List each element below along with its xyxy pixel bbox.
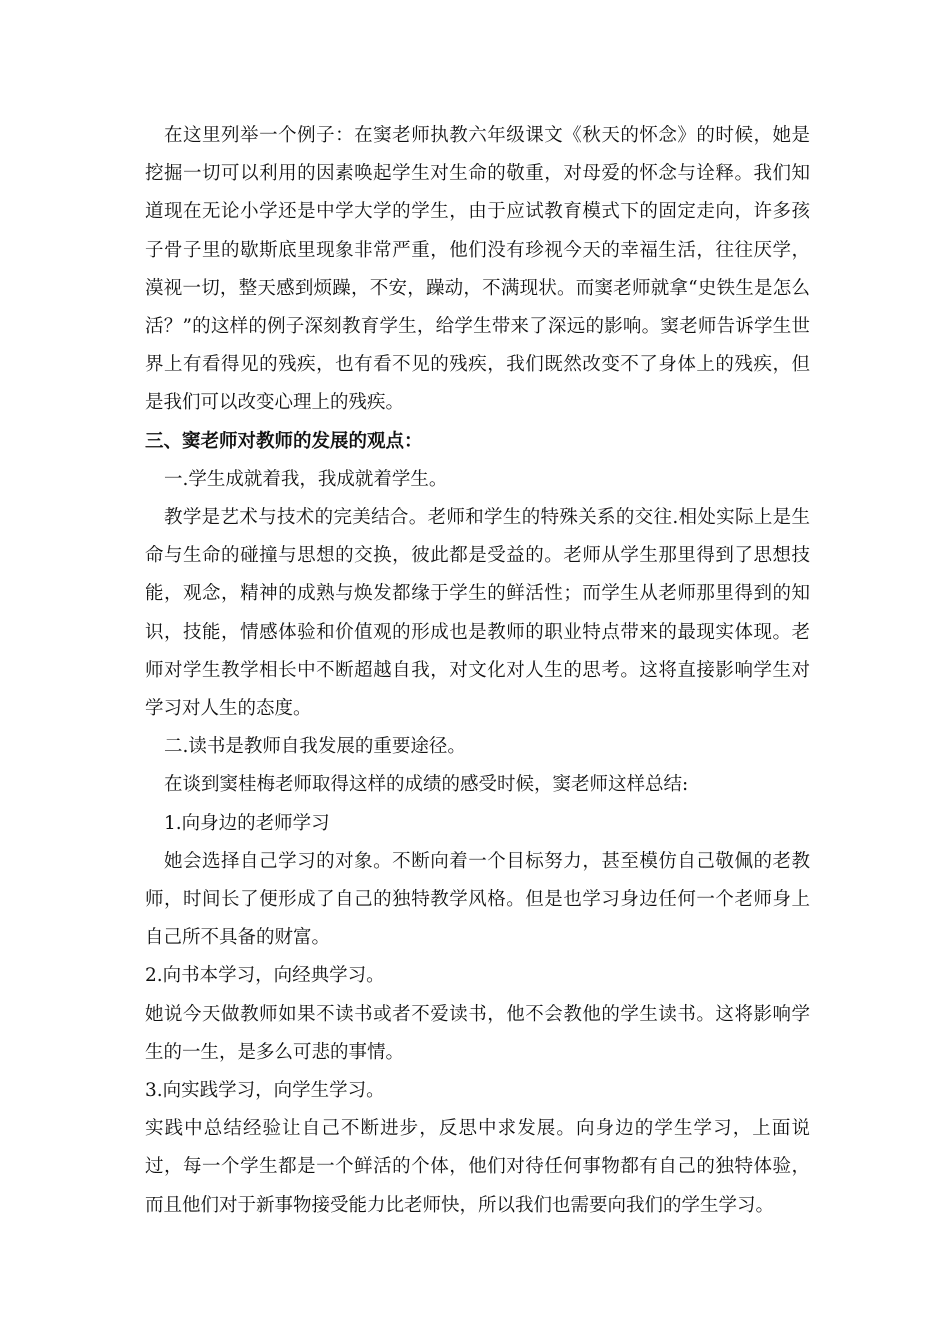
- subpoint-3-title: 3.向实践学习，向学生学习。: [145, 1080, 385, 1102]
- document-body: [145, 117, 810, 1225]
- section-heading-teacher-development: 三、窦老师对教师的发展的观点：: [145, 430, 423, 452]
- paragraph-learn-from-teachers: 她会选择自己学习的对象。不断向着一个目标努力，甚至模仿自己敬佩的老教师，时间长了便形成了自己的独特教学风格。但是也学习身边任何一个老师身上自己所不具备的财富。: [145, 850, 810, 949]
- point-two-title: 二.读书是教师自我发展的重要途径。: [164, 736, 466, 758]
- paragraph-learn-from-books: 她说今天做教师如果不读书或者不爱读书，他不会教他的学生读书。这将影响学生的一生，是多么可悲的事情。: [145, 1003, 810, 1063]
- subpoint-1-title: 1.向身边的老师学习: [164, 812, 330, 834]
- point-one-title: 一.学生成就着我，我成就着学生。: [164, 468, 448, 490]
- subpoint-2-title: 2.向书本学习，向经典学习。: [145, 965, 385, 987]
- paragraph-teaching-art: 教学是艺术与技术的完美结合。老师和学生的特殊关系的交往.相处实际上是生命与生命的碰撞与思想的交换，彼此都是受益的。老师从学生那里得到了思想技能，观念，精神的成熟与焕发都缘于学生的鲜活性；而学生从老师那里得到的知识，技能，情感体验和价值观的形成也是教师的职业特点带来的最现实体现。老师对学生教学相长中不断超越自我，对文化对人生的思考。这将直接影响学生对学习对人生的态度。: [145, 507, 810, 720]
- paragraph-example: 在这里列举一个例子：在窦老师执教六年级课文《秋天的怀念》的时候，她是挖掘一切可以利用的因素唤起学生对生命的敬重，对母爱的怀念与诠释。我们知道现在无论小学还是中学大学的学生，由于应试教育模式下的固定走向，许多孩子骨子里的歇斯底里现象非常严重，他们没有珍视今天的幸福生活，往往厌学，漠视一切，整天感到烦躁，不安，躁动，不满现状。而窦老师就拿“史铁生是怎么活？”的这样的例子深刻教育学生，给学生带来了深远的影响。窦老师告诉学生世界上有看得见的残疾，也有看不见的残疾，我们既然改变不了身体上的残疾，但是我们可以改变心理上的残疾。: [145, 125, 810, 414]
- paragraph-learn-from-practice: 实践中总结经验让自己不断进步，反思中求发展。向身边的学生学习，上面说过，每一个学生都是一个鲜活的个体，他们对待任何事物都有自己的独特体验，而且他们对于新事物接受能力比老师快，所以我们也需要向我们的学生学习。: [145, 1118, 810, 1216]
- paragraph-summary-intro: 在谈到窦桂梅老师取得这样的成绩的感受时候，窦老师这样总结:: [164, 774, 689, 796]
